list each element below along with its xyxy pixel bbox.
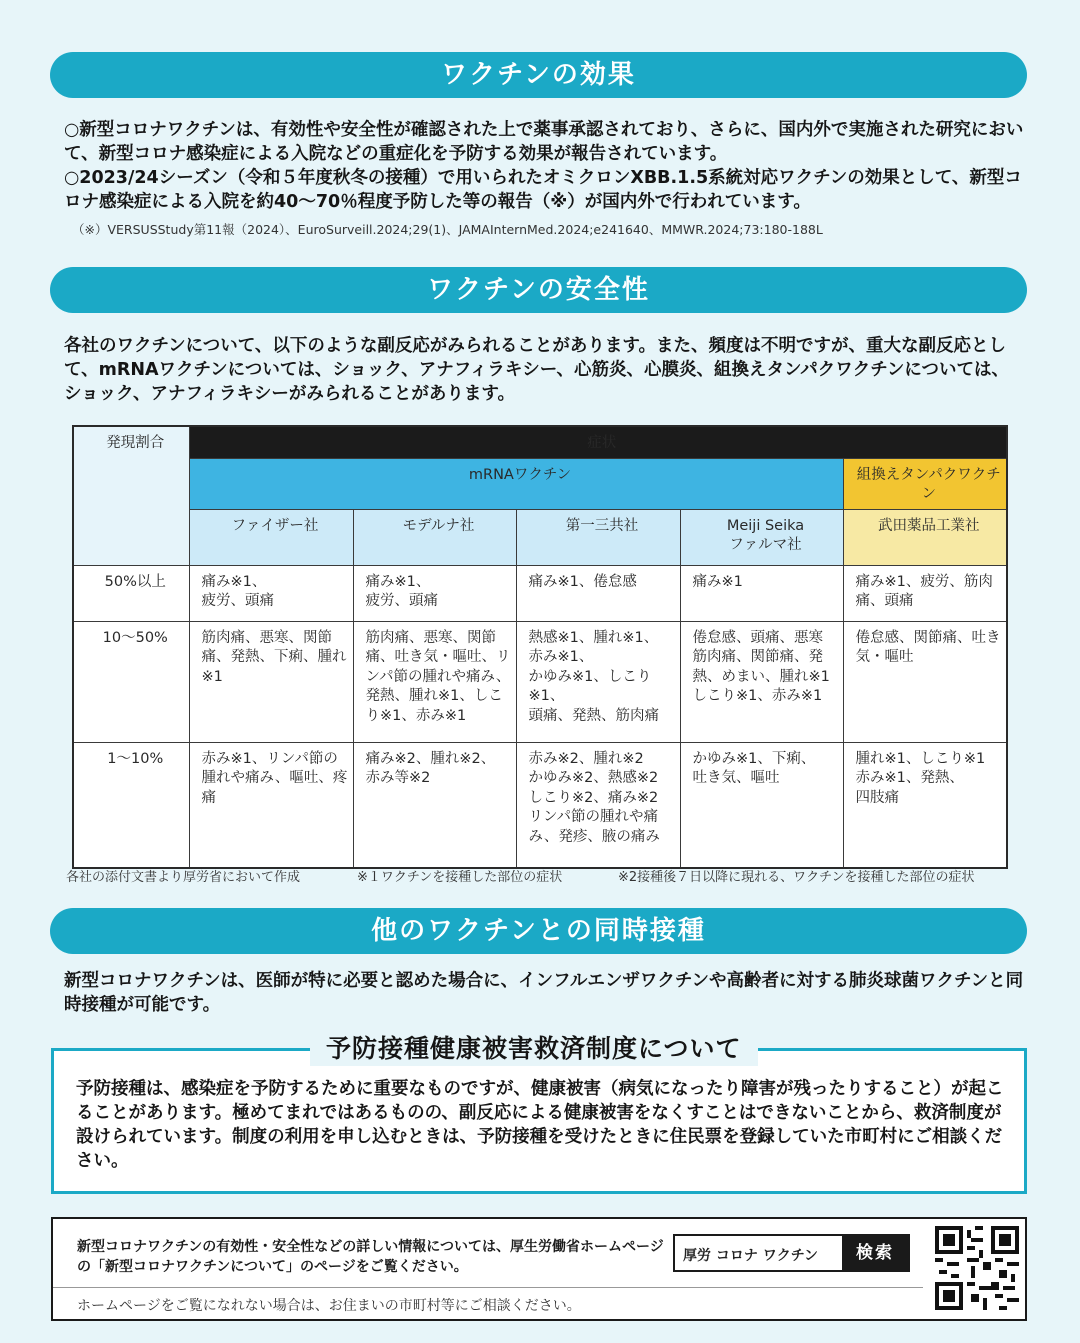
company-meiji-seika: Meiji Seika ファルマ社 <box>680 509 843 565</box>
side-effects-table <box>72 425 1008 869</box>
table-protein-header: 組換えタンパクワクチン <box>843 458 1007 509</box>
search-query: 厚労 コロナ ワクチン <box>683 1248 819 1264</box>
company-takeda: 武田薬品工業社 <box>843 509 1007 565</box>
table-footnote-2: ※2接種後７日以降に現れる、ワクチンを接種した部位の症状 <box>618 870 975 885</box>
efficacy-paragraph-2: ○2023/24シーズン（令和５年度秋冬の接種）で用いられたオミクロンXBB.1.5系統対応ワクチンの効果として、新型コロナ感染症による入院を約40〜70％程度予防した等の報告（※）が国内外で行われています。 <box>64 168 1022 212</box>
table-cell: 痛み※2、腫れ※2、 赤み等※2 <box>353 742 516 868</box>
row-label-50: 50%以上 <box>73 565 189 621</box>
table-cell: かゆみ※1、下痢、 吐き気、嘔吐 <box>680 742 843 868</box>
table-cell: 赤み※2、腫れ※2 かゆみ※2、熱感※2 しこり※2、痛み※2 リンパ節の腫れや痛み、発疹、腋の痛み <box>516 742 680 868</box>
info-bottom-note: ホームページをご覧になれない場合は、お住まいの市町村等にご相談ください。 <box>77 1298 581 1314</box>
table-mrna-header: mRNAワクチン <box>189 458 843 509</box>
table-cell: 筋肉痛、悪寒、関節痛、吐き気・嘔吐、リンパ節の腫れや痛み、発熱、腫れ※1、しこり※1、赤み※1 <box>353 621 516 742</box>
efficacy-reference-note: （※）VERSUSStudy第11報（2024）、EuroSurveill.2024;29(1)、JAMAInternMed.2024;e241640、MMWR.2024;73:180-188L <box>72 222 823 237</box>
table-row <box>73 742 1007 868</box>
search-box[interactable] <box>673 1234 910 1272</box>
table-cell: 痛み※1 <box>680 565 843 621</box>
info-text: 新型コロナワクチンの有効性・安全性などの詳しい情報については、厚生労働省ホームページの「新型コロナワクチンについて」のページをご覧ください。 <box>77 1239 664 1275</box>
efficacy-paragraph-1: ○新型コロナワクチンは、有効性や安全性が確認された上で薬事承認されており、さらに、国内外で実施された研究において、新型コロナ感染症による入院などの重症化を予防する効果が報告されています。 <box>64 120 1024 164</box>
table-row <box>73 565 1007 621</box>
row-label-10-50: 10〜50% <box>73 621 189 742</box>
company-moderna: モデルナ社 <box>353 509 516 565</box>
table-footnote-1: ※１ワクチンを接種した部位の症状 <box>357 870 563 885</box>
table-corner-label: 発現割合 <box>73 426 189 565</box>
table-cell: 筋肉痛、悪寒、関節痛、発熱、下痢、腫れ※1 <box>189 621 353 742</box>
table-cell: 痛み※1、 疲労、頭痛 <box>353 565 516 621</box>
qr-code-icon[interactable] <box>935 1226 1019 1310</box>
table-cell: 痛み※1、倦怠感 <box>516 565 680 621</box>
table-symptoms-header: 症状 <box>189 426 1007 458</box>
section-title-coadministration: 他のワクチンとの同時接種 <box>50 908 1027 954</box>
table-cell: 痛み※1、疲労、筋肉痛、頭痛 <box>843 565 1007 621</box>
relief-body: 予防接種は、感染症を予防するために重要なものですが、健康被害（病気になったり障害が残ったりすること）が起こることがあります。極めてまれではあるものの、副反応による健康被害をなくすことはできないことから、救済制度が設けられています。制度の利用を申し込むときは、予防接種を受けたときに住民票を登録していた市町村にご相談ください。 <box>76 1079 1004 1171</box>
table-cell: 痛み※1、 疲労、頭痛 <box>189 565 353 621</box>
table-row <box>73 621 1007 742</box>
company-daiichi-sankyo: 第一三共社 <box>516 509 680 565</box>
company-pfizer: ファイザー社 <box>189 509 353 565</box>
section-title-efficacy: ワクチンの効果 <box>50 52 1027 98</box>
relief-system-title: 予防接種健康被害救済制度について <box>310 1032 758 1066</box>
table-source-note: 各社の添付文書より厚労省において作成 <box>66 870 301 885</box>
table-cell: 熱感※1、腫れ※1、 赤み※1、 かゆみ※1、しこり ※1、 頭痛、発熱、筋肉痛 <box>516 621 680 742</box>
row-label-1-10: 1〜10% <box>73 742 189 868</box>
table-cell: 腫れ※1、しこり※1 赤み※1、発熱、 四肢痛 <box>843 742 1007 868</box>
search-button[interactable]: 検索 <box>842 1236 908 1270</box>
safety-paragraph: 各社のワクチンについて、以下のような副反応がみられることがあります。また、頻度は不明ですが、重大な副反応として、mRNAワクチンについては、ショック、アナフィラキシー、心筋炎、心膜炎、組換えタンパクワクチンについては、ショック、アナフィラキシーがみられることがあります。 <box>64 336 1010 404</box>
section-title-safety: ワクチンの安全性 <box>50 267 1027 313</box>
table-cell: 倦怠感、関節痛、吐き気・嘔吐 <box>843 621 1007 742</box>
table-cell: 倦怠感、頭痛、悪寒 筋肉痛、関節痛、発熱、めまい、腫れ※1 しこり※1、赤み※1 <box>680 621 843 742</box>
coadministration-paragraph: 新型コロナワクチンは、医師が特に必要と認めた場合に、インフルエンザワクチンや高齢者に対する肺炎球菌ワクチンと同時接種が可能です。 <box>64 971 1024 1015</box>
table-cell: 赤み※1、リンパ節の腫れや痛み、嘔吐、疼痛 <box>189 742 353 868</box>
relief-system-box <box>51 1048 1027 1194</box>
